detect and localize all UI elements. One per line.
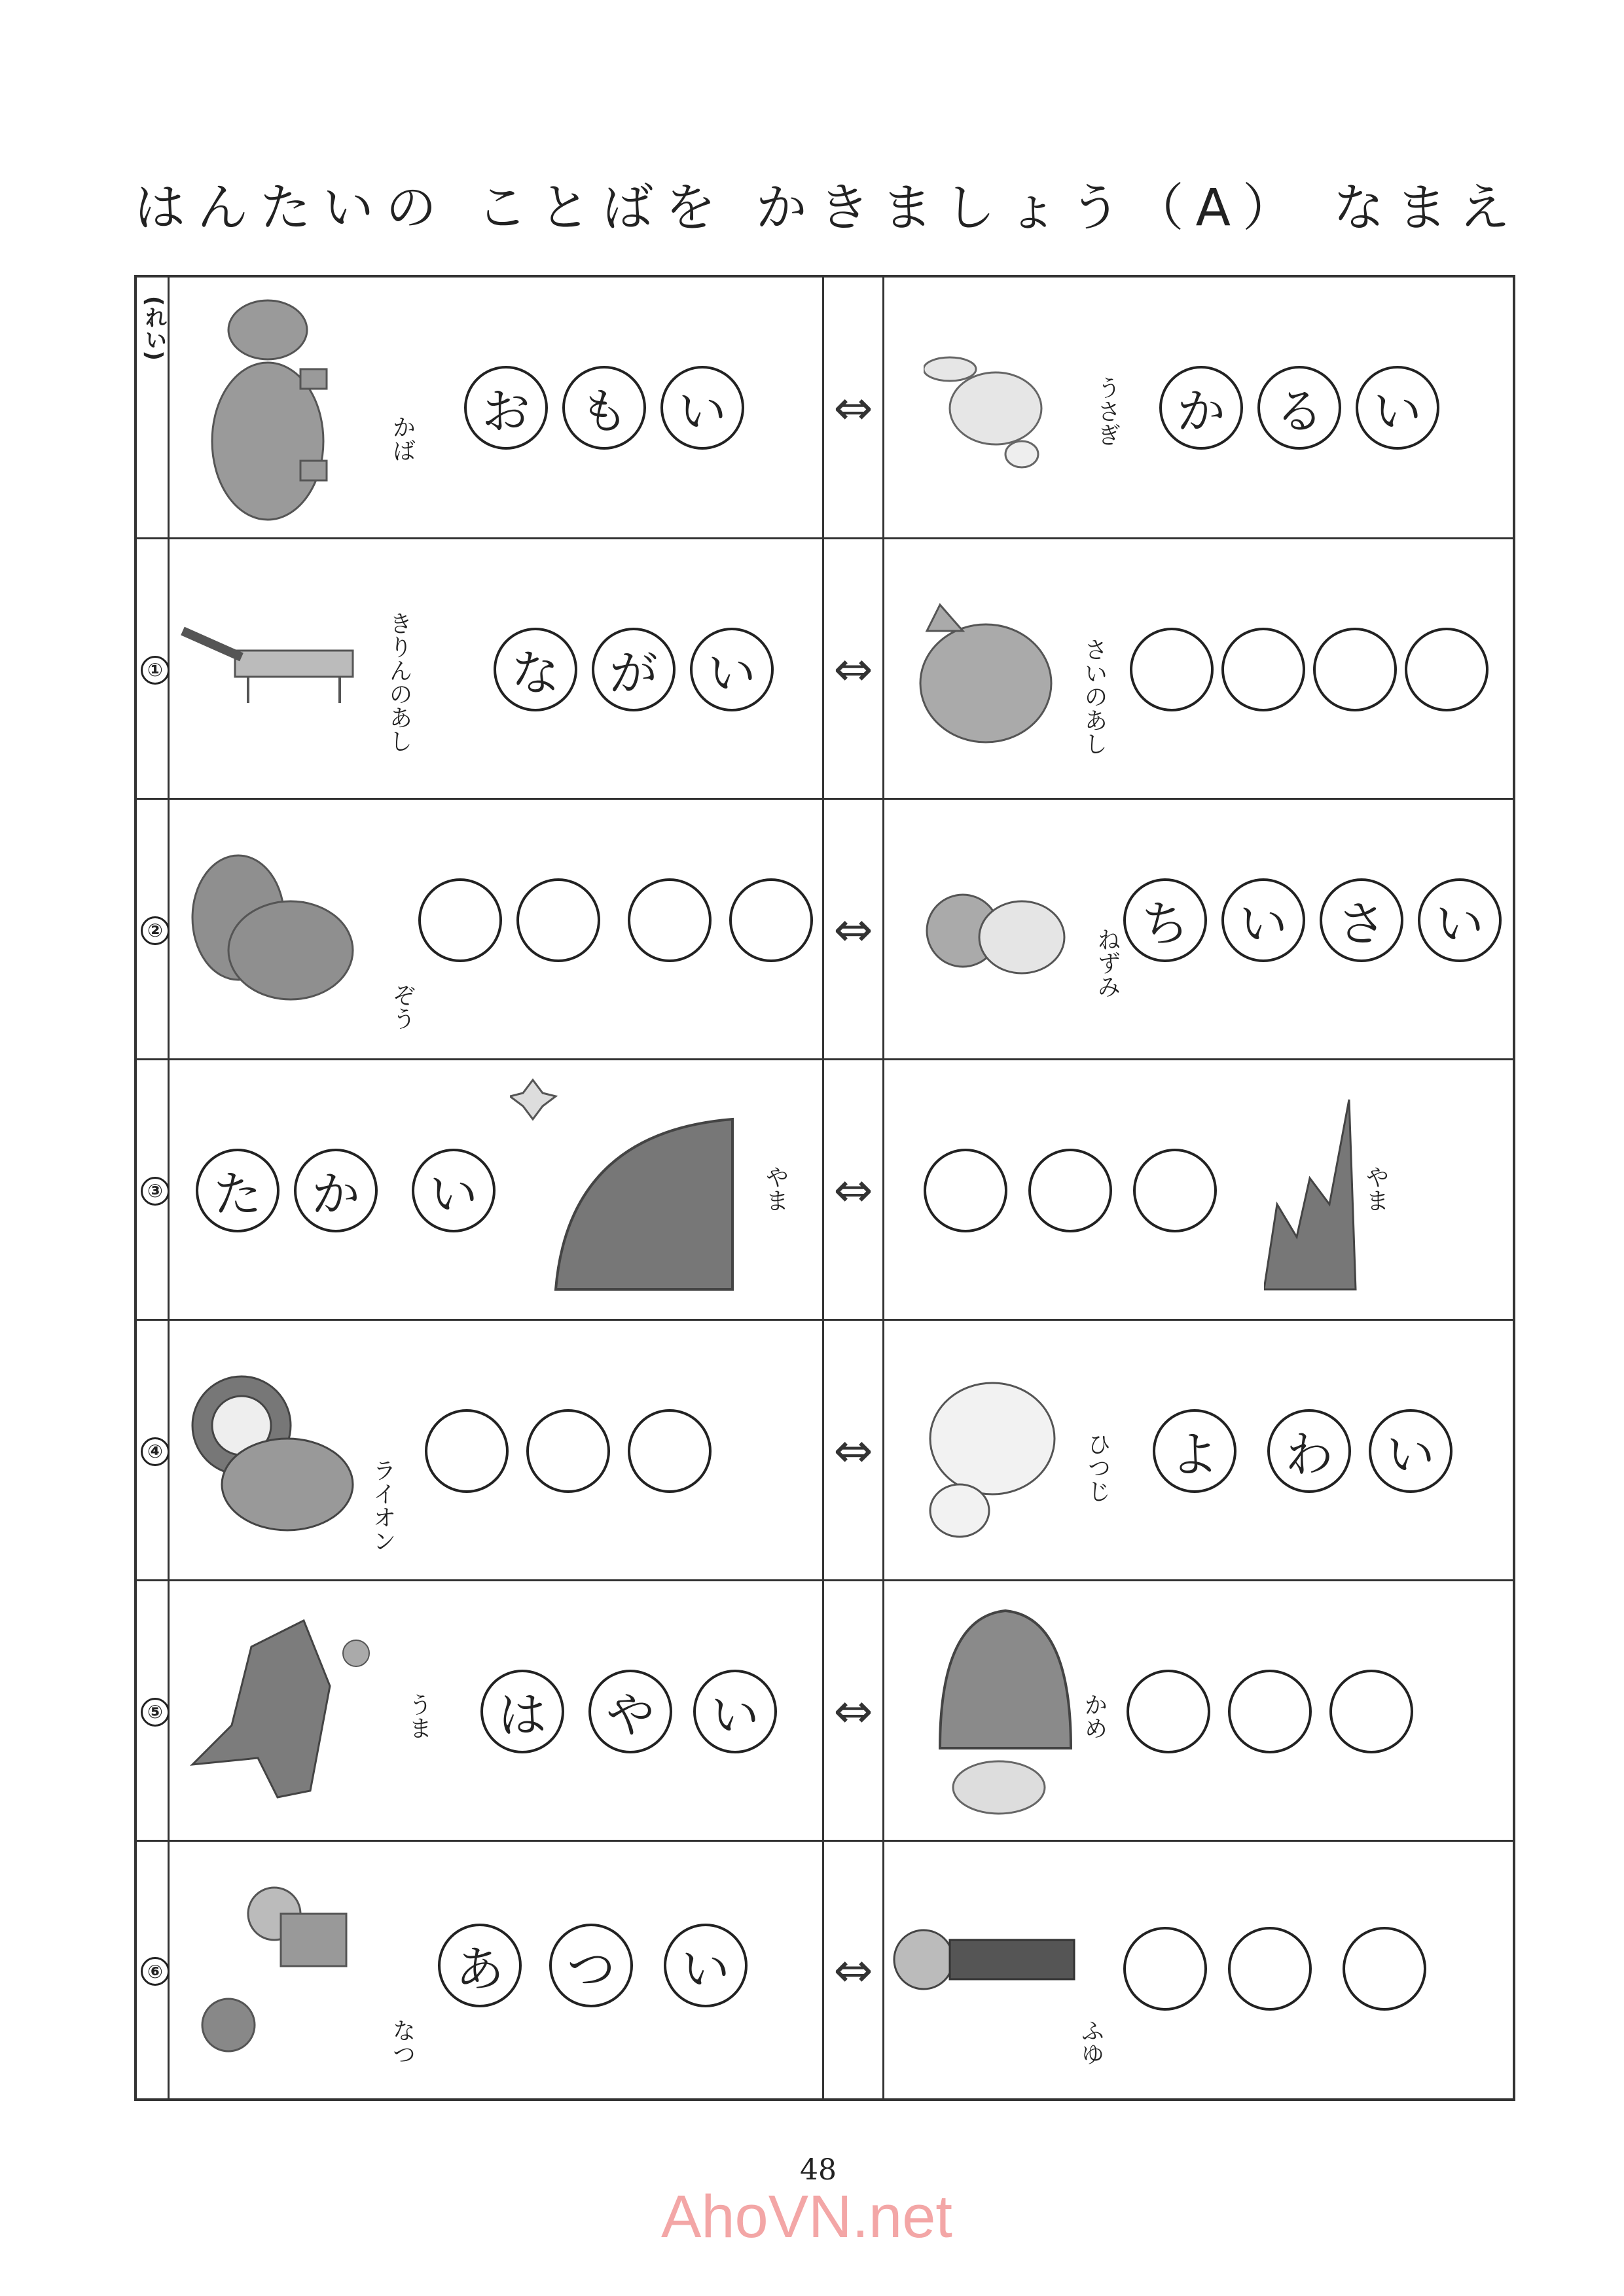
answer-circle: か [1159,366,1243,450]
example-label: (れい) [141,296,167,361]
answer-circle: な [494,628,577,711]
page-number: 48 [800,2153,837,2187]
hippo-illustration [189,291,340,526]
answer-circle [1228,1670,1312,1753]
sheep-illustration [920,1373,1064,1550]
right-cell [884,278,1513,537]
opposite-arrow: ⇔ [824,278,884,537]
table-row [137,800,1513,1060]
tall-mountain-illustration [510,1073,752,1309]
left-cell [170,800,824,1058]
answer-circle [425,1409,509,1493]
left-cell [170,539,824,798]
right-word: うさぎ [1094,376,1121,446]
row-number: ③ [141,1177,170,1206]
answer-circle [1228,1927,1312,2011]
right-word: ふゆ [1077,2018,1104,2066]
right-cell [884,539,1513,798]
left-cell [170,278,824,537]
table-row [137,278,1513,539]
answer-circle: や [588,1670,672,1753]
left-word: やま [762,1165,789,1212]
right-cell [884,1060,1513,1319]
row-number: ① [141,656,170,685]
answer-circle [1343,1927,1426,2011]
left-cell [170,1060,824,1319]
answer-circle [1123,1927,1207,2011]
answer-circle: お [464,366,548,450]
right-word: かめ [1081,1693,1108,1740]
row-number-cell [137,800,170,1058]
answer-circle: い [412,1149,496,1232]
answer-circle [628,878,712,962]
answer-circle: が [592,628,676,711]
summer-child-illustration [183,1874,379,2071]
giraffe-illustration [176,611,372,729]
answer-circle: も [562,366,646,450]
right-cell [884,1321,1513,1579]
opposite-arrow: ⇔ [824,1581,884,1840]
row-number-cell [137,539,170,798]
row-number-cell [137,278,170,537]
left-word: きりんのあし [386,611,412,753]
watermark: AhoVN.net [661,2183,952,2250]
row-number: ⑥ [141,1957,170,1986]
answer-circle: つ [549,1924,633,2007]
table-row [137,539,1513,800]
horse-illustration [179,1594,389,1817]
row-number-cell [137,1581,170,1840]
answer-circle: る [1257,366,1341,450]
right-cell [884,1581,1513,1840]
answer-circle: い [1369,1409,1453,1493]
right-word: ねずみ [1094,927,1121,998]
answer-circle [526,1409,610,1493]
mouse-illustration [924,872,1068,1003]
right-cell [884,800,1513,1058]
right-word: ひつじ [1084,1432,1111,1503]
answer-circle: い [1221,878,1305,962]
worksheet-title [134,167,1522,245]
answer-circle: た [196,1149,280,1232]
answer-circle [628,1409,712,1493]
answer-circle: ち [1123,878,1207,962]
left-word: ライオン [369,1458,396,1552]
answer-circle [418,878,502,962]
answer-circle [1405,628,1489,711]
left-cell [170,1581,824,1840]
winter-person-illustration [884,1888,1087,2058]
left-word: うま [405,1693,432,1740]
answer-circle [1130,628,1214,711]
opposite-arrow: ⇔ [824,539,884,798]
row-number-cell [137,1842,170,2098]
answer-circle [516,878,600,962]
rhino-illustration [901,585,1071,755]
table-row [137,1842,1513,2098]
row-number-cell [137,1321,170,1579]
left-word: かば [389,415,416,462]
answer-circle: わ [1267,1409,1351,1493]
right-word: さいのあし [1081,637,1108,755]
answer-circle: い [693,1670,777,1753]
answer-circle: は [480,1670,564,1753]
answer-circle [1313,628,1397,711]
left-word: なつ [389,2018,416,2066]
answer-circle: よ [1153,1409,1236,1493]
answer-circle [1028,1149,1112,1232]
answer-circle: い [664,1924,748,2007]
lion-illustration [183,1373,366,1550]
right-word: やま [1362,1165,1389,1212]
table-row [137,1060,1513,1321]
left-cell [170,1321,824,1579]
row-number: ② [141,916,170,945]
row-number: ④ [141,1437,170,1466]
answer-circle [924,1149,1007,1232]
answer-circle [1329,1670,1413,1753]
answer-circle: い [690,628,774,711]
answer-circle [729,878,813,962]
answer-circle [1133,1149,1217,1232]
opposite-arrow: ⇔ [824,1321,884,1579]
table-row [137,1581,1513,1842]
row-number: ⑤ [141,1698,170,1727]
opposite-arrow: ⇔ [824,1842,884,2098]
answer-circle [1127,1670,1210,1753]
row-number-cell [137,1060,170,1319]
answer-circle: い [660,366,744,450]
answer-circle: さ [1320,878,1403,962]
worksheet-title-text: はんたいの ことばを かきましょう（A） なまえ [134,179,1522,238]
turtle-illustration [927,1598,1077,1827]
left-cell [170,1842,824,2098]
table-row [137,1321,1513,1581]
answer-circle: い [1356,366,1439,450]
left-word: ぞう [389,983,416,1030]
answer-circle: い [1418,878,1502,962]
rabbit-illustration [924,330,1055,474]
answer-circle: あ [438,1924,522,2007]
answer-circle: か [294,1149,378,1232]
answer-circle [1221,628,1305,711]
low-mountain-illustration [1264,1086,1362,1296]
elephant-illustration [186,839,369,1022]
opposite-arrow: ⇔ [824,800,884,1058]
worksheet-table [134,275,1515,2101]
right-cell [884,1842,1513,2098]
opposite-arrow: ⇔ [824,1060,884,1319]
